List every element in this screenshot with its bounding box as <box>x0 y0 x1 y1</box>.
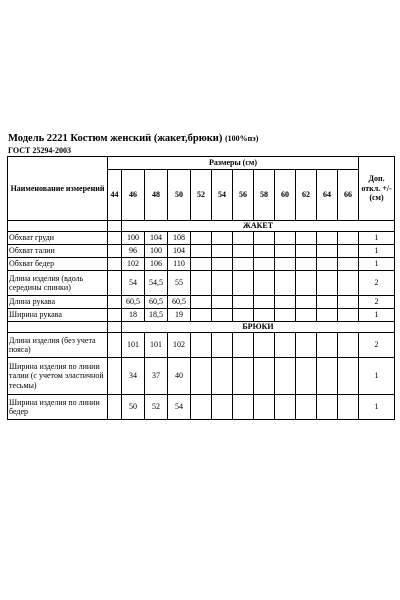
section-title: БРЮКИ <box>122 322 395 333</box>
section-spacer-cell <box>8 322 108 333</box>
value-cell <box>254 271 275 296</box>
header-measurement-name: Наименование измерений <box>8 157 108 221</box>
tolerance-cell: 2 <box>359 333 395 358</box>
value-cell <box>191 309 212 322</box>
value-cell <box>191 271 212 296</box>
value-cell <box>254 309 275 322</box>
value-cell: 60,5 <box>145 296 168 309</box>
value-cell: 60,5 <box>168 296 191 309</box>
size-44: 44 <box>108 170 122 221</box>
value-cell: 100 <box>122 232 145 245</box>
value-cell: 102 <box>168 333 191 358</box>
value-cell <box>275 296 296 309</box>
value-cell <box>275 333 296 358</box>
value-cell <box>212 309 233 322</box>
value-cell <box>338 296 359 309</box>
value-cell <box>338 358 359 395</box>
value-cell <box>296 271 317 296</box>
value-cell <box>317 271 338 296</box>
value-cell: 34 <box>122 358 145 395</box>
measurement-name: Длина изделия (вдоль середины спинки) <box>8 271 108 296</box>
value-cell <box>275 245 296 258</box>
value-cell <box>233 309 254 322</box>
value-cell <box>275 258 296 271</box>
table-row <box>8 245 395 258</box>
value-cell <box>317 245 338 258</box>
measurement-name: Обхват талии <box>8 245 108 258</box>
value-cell <box>233 358 254 395</box>
value-cell <box>212 358 233 395</box>
value-cell <box>191 258 212 271</box>
size-66: 66 <box>338 170 359 221</box>
value-cell <box>108 271 122 296</box>
value-cell <box>296 395 317 420</box>
value-cell <box>108 296 122 309</box>
size-50: 50 <box>168 170 191 221</box>
section-row <box>8 221 395 232</box>
title-material-note: (100%пэ) <box>224 134 259 143</box>
value-cell <box>275 395 296 420</box>
header-sizes: Размеры (см) <box>108 157 359 170</box>
value-cell: 101 <box>122 333 145 358</box>
measurement-name: Обхват груди <box>8 232 108 245</box>
measurement-name: Обхват бедер <box>8 258 108 271</box>
value-cell <box>296 296 317 309</box>
value-cell <box>191 232 212 245</box>
section-spacer-cell <box>8 221 108 232</box>
value-cell <box>317 358 338 395</box>
size-60: 60 <box>275 170 296 221</box>
value-cell: 54 <box>168 395 191 420</box>
measurement-name: Ширина изделия по линии бедер <box>8 395 108 420</box>
table-row <box>8 333 395 358</box>
value-cell <box>212 258 233 271</box>
value-cell <box>191 395 212 420</box>
value-cell <box>254 333 275 358</box>
value-cell <box>212 395 233 420</box>
value-cell <box>108 309 122 322</box>
table-row <box>8 296 395 309</box>
value-cell <box>338 333 359 358</box>
value-cell <box>254 245 275 258</box>
value-cell: 18,5 <box>145 309 168 322</box>
value-cell: 19 <box>168 309 191 322</box>
value-cell <box>212 296 233 309</box>
section-title: ЖАКЕТ <box>122 221 395 232</box>
value-cell: 108 <box>168 232 191 245</box>
table-row <box>8 258 395 271</box>
value-cell <box>108 245 122 258</box>
size-64: 64 <box>317 170 338 221</box>
value-cell <box>296 232 317 245</box>
tolerance-cell: 1 <box>359 309 395 322</box>
value-cell <box>191 296 212 309</box>
value-cell: 18 <box>122 309 145 322</box>
value-cell <box>296 245 317 258</box>
size-table-header <box>8 157 395 221</box>
value-cell: 50 <box>122 395 145 420</box>
value-cell <box>212 232 233 245</box>
size-58: 58 <box>254 170 275 221</box>
value-cell <box>317 333 338 358</box>
value-cell <box>296 333 317 358</box>
value-cell <box>212 245 233 258</box>
size-table <box>7 156 395 420</box>
value-cell <box>233 296 254 309</box>
value-cell <box>191 333 212 358</box>
size-table-body <box>8 221 395 420</box>
value-cell <box>254 395 275 420</box>
table-row <box>8 309 395 322</box>
tolerance-cell: 1 <box>359 245 395 258</box>
value-cell: 40 <box>168 358 191 395</box>
value-cell <box>108 358 122 395</box>
value-cell <box>254 358 275 395</box>
document-title <box>8 133 394 145</box>
tolerance-cell: 2 <box>359 296 395 309</box>
value-cell <box>275 309 296 322</box>
value-cell <box>233 333 254 358</box>
header-tolerance: Доп. откл. +/- (см) <box>359 157 395 221</box>
value-cell <box>338 245 359 258</box>
value-cell <box>275 358 296 395</box>
value-cell <box>254 296 275 309</box>
value-cell: 37 <box>145 358 168 395</box>
value-cell <box>233 395 254 420</box>
value-cell <box>108 258 122 271</box>
value-cell: 55 <box>168 271 191 296</box>
value-cell: 52 <box>145 395 168 420</box>
size-54: 54 <box>212 170 233 221</box>
value-cell <box>212 271 233 296</box>
tolerance-cell: 1 <box>359 395 395 420</box>
value-cell <box>317 395 338 420</box>
value-cell <box>108 232 122 245</box>
measurement-name: Ширина рукава <box>8 309 108 322</box>
value-cell <box>233 271 254 296</box>
table-row <box>8 232 395 245</box>
value-cell <box>233 245 254 258</box>
measurement-name: Длина рукава <box>8 296 108 309</box>
value-cell: 60,5 <box>122 296 145 309</box>
table-row <box>8 358 395 395</box>
value-cell <box>317 296 338 309</box>
value-cell: 106 <box>145 258 168 271</box>
value-cell: 100 <box>145 245 168 258</box>
value-cell <box>338 395 359 420</box>
value-cell <box>338 258 359 271</box>
value-cell: 96 <box>122 245 145 258</box>
standard-reference: ГОСТ 25294-2003 <box>8 146 71 155</box>
value-cell <box>108 395 122 420</box>
measurement-name: Ширина изделия по линии талии (с учетом эластичной тесьмы) <box>8 358 108 395</box>
table-row <box>8 271 395 296</box>
value-cell <box>296 309 317 322</box>
value-cell <box>296 358 317 395</box>
section-spacer-cell <box>108 322 122 333</box>
value-cell: 110 <box>168 258 191 271</box>
value-cell <box>317 232 338 245</box>
value-cell <box>338 309 359 322</box>
section-spacer-cell <box>108 221 122 232</box>
value-cell: 101 <box>145 333 168 358</box>
size-52: 52 <box>191 170 212 221</box>
value-cell <box>317 258 338 271</box>
size-46: 46 <box>122 170 145 221</box>
value-cell: 54,5 <box>145 271 168 296</box>
measurement-name: Длина изделия (без учета пояса) <box>8 333 108 358</box>
value-cell <box>233 258 254 271</box>
value-cell: 104 <box>168 245 191 258</box>
value-cell <box>254 258 275 271</box>
tolerance-cell: 1 <box>359 358 395 395</box>
value-cell <box>275 232 296 245</box>
table-row <box>8 395 395 420</box>
value-cell <box>254 232 275 245</box>
value-cell <box>338 232 359 245</box>
value-cell <box>233 232 254 245</box>
value-cell <box>191 358 212 395</box>
tolerance-cell: 2 <box>359 271 395 296</box>
size-48: 48 <box>145 170 168 221</box>
title-text: Модель 2221 Костюм женский (жакет,брюки) <box>8 133 223 144</box>
value-cell <box>317 309 338 322</box>
size-56: 56 <box>233 170 254 221</box>
tolerance-cell: 1 <box>359 258 395 271</box>
value-cell <box>212 333 233 358</box>
value-cell: 102 <box>122 258 145 271</box>
size-62: 62 <box>296 170 317 221</box>
section-row <box>8 322 395 333</box>
value-cell <box>296 258 317 271</box>
value-cell <box>338 271 359 296</box>
value-cell: 54 <box>122 271 145 296</box>
value-cell <box>275 271 296 296</box>
value-cell: 104 <box>145 232 168 245</box>
tolerance-cell: 1 <box>359 232 395 245</box>
value-cell <box>191 245 212 258</box>
value-cell <box>108 333 122 358</box>
